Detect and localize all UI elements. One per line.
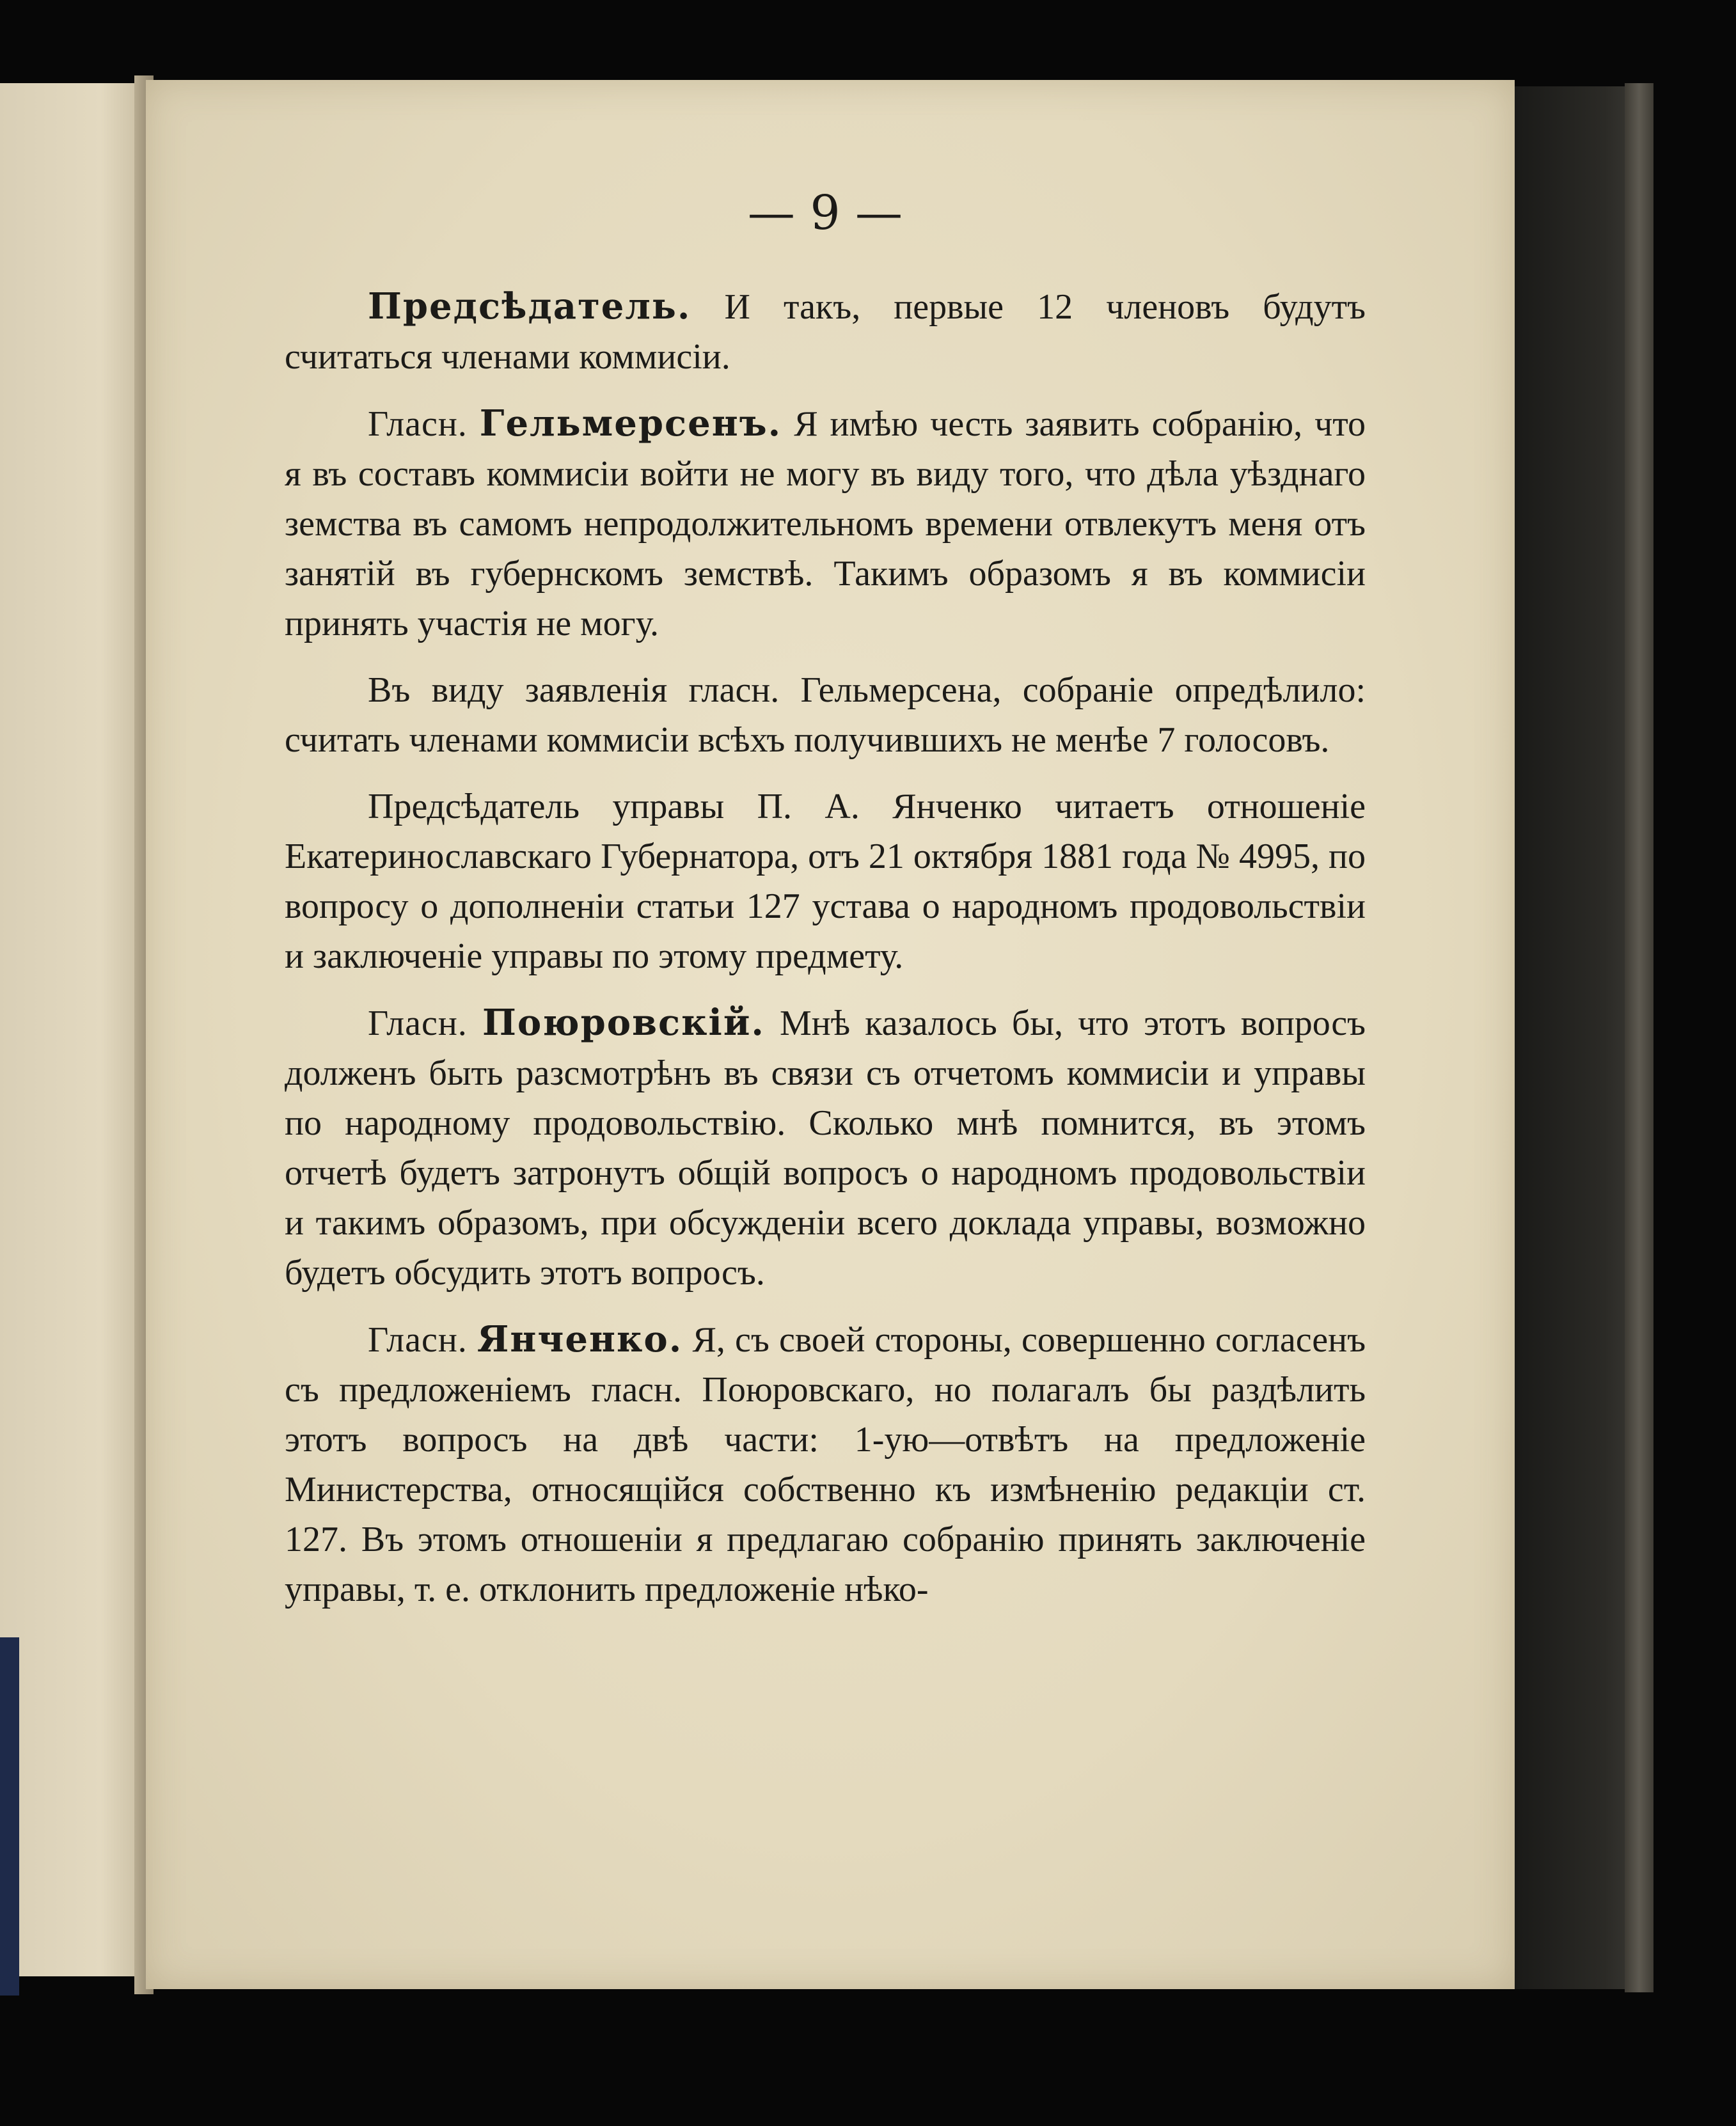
paragraph — [285, 665, 1366, 765]
speaker-name: Предсѣдатель. — [368, 285, 691, 327]
left-cover — [0, 1637, 19, 1996]
paragraph — [285, 281, 1366, 382]
page-stack-edge — [1515, 86, 1643, 1989]
speaker-name: Поюровскій. — [482, 1002, 765, 1044]
paragraph — [285, 782, 1366, 981]
paragraph — [285, 998, 1366, 1298]
paragraph-text: Я имѣю честь заявить собранію, что я въ составъ коммисіи войти не могу въ виду того, что дѣла уѣзднаго земства въ самомъ непродолжительномъ времени отвлекутъ меня отъ занятій въ губернскомъ земствѣ. Такимъ образомъ я въ коммисіи принять участія не могу. — [285, 404, 1366, 643]
paragraph-text: Въ виду заявленія гласн. Гельмерсена, собраніе опредѣлило: считать членами коммисіи всѣхъ получившихъ не менѣе 7 голосовъ. — [285, 670, 1366, 760]
left-page — [0, 83, 146, 1976]
speaker-label: Гласн. — [368, 1320, 468, 1360]
paragraph — [285, 1314, 1366, 1614]
paragraph-text: И такъ, первые 12 членовъ будутъ считаться членами коммисіи. — [285, 287, 1366, 377]
speaker-label: Гласн. — [368, 404, 468, 444]
paragraph — [285, 398, 1366, 649]
speaker-name: Гельмерсенъ. — [479, 402, 782, 445]
paragraph-text: Мнѣ казалось бы, что этотъ вопросъ долженъ быть разсмотрѣнъ въ связи съ отчетомъ коммисіи и управы по народному продовольствію. Сколько мнѣ помнится, въ этомъ отчетѣ будетъ затронутъ общій вопросъ о народномъ продовольствіи и такимъ образомъ, при обсужденіи всего доклада управы, возможно будетъ обсудить этотъ вопросъ. — [285, 1004, 1366, 1293]
paragraph-text: Предсѣдатель управы П. А. Янченко читаетъ отношеніе Екатеринославскаго Губернатора, отъ 21 октября 1881 года № 4995, по вопросу о дополненіи статьи 127 устава о народномъ продовольствіи и заключеніе управы по этому предмету. — [285, 787, 1366, 976]
page-number: — 9 — — [747, 185, 903, 240]
page-text — [285, 281, 1366, 1631]
speaker-name: Янченко. — [477, 1318, 683, 1360]
speaker-label: Гласн. — [368, 1004, 468, 1043]
cover-board-edge — [1625, 83, 1653, 1992]
paragraph-text: Я, съ своей стороны, совершенно согласенъ съ предложеніемъ гласн. Поюровскаго, но полагалъ бы раздѣлить этотъ вопросъ на двѣ части: 1-ую—отвѣтъ на предложеніе Министерства, относящійся собственно къ измѣненію редакціи ст. 127. Въ этомъ отношеніи я предлагаю собранію принять заключеніе управы, т. е. отклонить предложеніе нѣко- — [285, 1320, 1366, 1609]
